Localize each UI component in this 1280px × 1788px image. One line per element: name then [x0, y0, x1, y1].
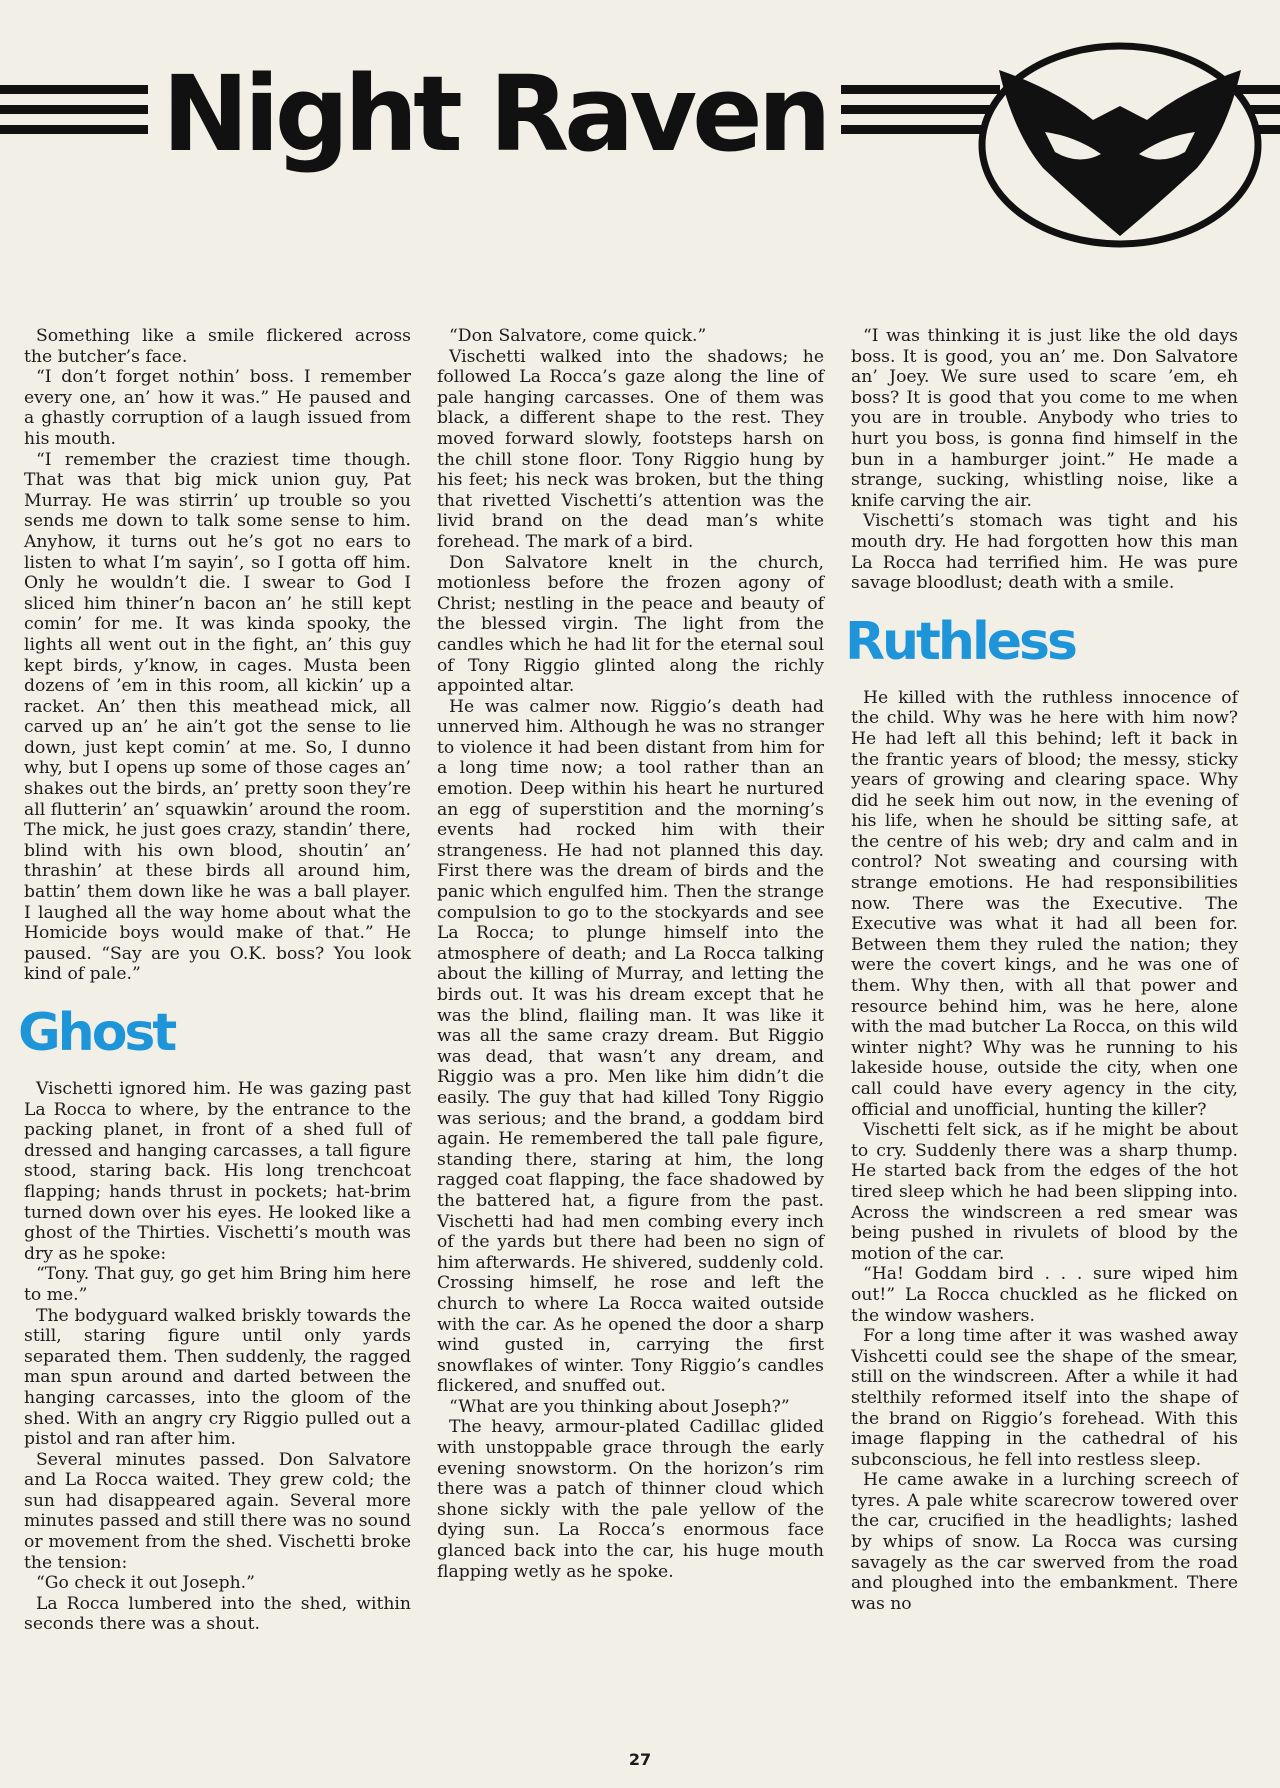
- paragraph: La Rocca lumbered into the shed, within seconds there was a shout.: [24, 1593, 411, 1635]
- paragraph: He was calmer now. Riggio’s death had unnerved him. Although he was no stranger to violence it had been distant from him for a long time now; a tool rather than an emotion. Deep within his heart he nurtured an egg of superstition and the morning’s events had rocked him with their strangeness. He had not planned this day. First there was the dream of birds and the panic which engulfed him. Then the strange compulsion to go to the stockyards and see La Rocca; to plunge himself into the atmosphere of death; and La Rocca talking about the killing of Murray, and letting the birds out. It was his dream except that he was the blind, flailing man. It was like it was all the same crazy dream. But Riggio was dead, that wasn’t any dream, and Riggio was a pro. Men like him didn’t die easily. The guy that had killed Tony Riggio was serious; and the brand, a goddam bird again. He remembered the tall pale figure, standing there, staring at him, the long ragged coat flapping, the face shadowed by the battered hat, a figure from the past. Vischetti had had men combing every inch of the yards but there had been no sign of him afterwards. He shivered, suddenly cold. Crossing himself, he rose and left the church to where La Rocca waited outside with the car. As he opened the door a sharp wind gusted in, carrying the first snowflakes of winter. Tony Riggio’s candles flickered, and snuffed out.: [437, 696, 824, 1397]
- paragraph: He came awake in a lurching screech of tyres. A pale white scarecrow towered over the car, crucified in the headlights; lashed by whips of snow. La Rocca was cursing savagely as the car swerved from the road and ploughed into the embankment. There was no: [851, 1470, 1238, 1614]
- paragraph: Something like a smile flickered across the butcher’s face.: [24, 326, 411, 367]
- section-heading: Ghost: [18, 1003, 175, 1063]
- paragraph: He killed with the ruthless innocence of the child. Why was he here with him now? He had left all this behind; left it back in the frantic years of blood; the messy, sticky years of growing and clearing space. Why did he seek him out now, in the evening of his life, when he should be sitting safe, at the centre of his web; dry and calm and in control? Not sweating and coursing with strange emotions. He had responsibilities now. There was the Executive. The Executive was what it had all been for. Between them they ruled the nation; they were the covert kings, and he was one of them. Why then, with all that power and resource behind him, was he here, alone with the mad butcher La Rocca, on this wild winter night? Why was he running to his lakeside house, outside the city, when one call could have every agency in the city, official and unofficial, hunting the killer?: [851, 687, 1238, 1120]
- masthead-title: Night Raven: [148, 62, 841, 166]
- paragraph: “I don’t forget nothin’ boss. I remember every one, an’ how it was.” He paused and a ghastly corruption of a laugh issued from his mouth.: [24, 367, 411, 449]
- paragraph: “Go check it out Joseph.”: [36, 1573, 255, 1594]
- raven-mask-icon: [975, 40, 1265, 250]
- column-1: [18, 326, 411, 1635]
- paragraph: Vischetti’s stomach was tight and his mouth dry. He had forgotten how this man La Rocca had terrified him. He was pure savage bloodlust; death with a smile.: [851, 511, 1238, 594]
- page-number: 27: [628, 1750, 652, 1769]
- paragraph: “I remember the craziest time though. That was that big mick union guy, Pat Murray. He was stirrin’ up trouble so you sends me down to talk some sense to him. Anyhow, it turns out he’s got no ears to listen to what I’m sayin’, so I gotta off him. Only he wouldn’t die. I swear to God I sliced him thiner’n bacon an’ he still kept comin’ for me. It was kinda spooky, the lights all went out in the fight, an’ this guy kept birds, y’know, in cages. Musta been dozens of ’em in this room, all kickin’ up a racket. An’ then this meathead mick, all carved up an’ he ain’t got the sense to lie down, just kept comin’ at me. So, I dunno why, but I opens up some of those cages an’ shakes out the birds, an’ pretty soon they’re all flutterin’ an’ squawkin’ around the room. The mick, he just goes crazy, standin’ there, blind with his own blood, shoutin’ an’ thrashin’ at these birds all around him, battin’ them down like he was a ball player. I laughed all the way home about what the Homicide boys would make of that.” He paused. “Say are you O.K. boss? You look kind of pale.”: [24, 449, 411, 985]
- paragraph: “Don Salvatore, come quick.”: [449, 326, 707, 346]
- paragraph: Don Salvatore knelt in the church, motionless before the frozen agony of Christ; nestling in the peace and beauty of the blessed virgin. The light from the candles which he had lit for the eternal soul of Tony Riggio glinted along the richly appointed altar.: [437, 552, 824, 697]
- paragraph: “Ha! Goddam bird . . . sure wiped him out!” La Rocca chuckled as he flicked on the window washers.: [851, 1264, 1238, 1326]
- paragraph: For a long time after it was washed away Vishcetti could see the shape of the smear, still on the windscreen. After a while it had stelthily reformed itself into the shape of the brand on Riggio’s forehead. With this image flapping in the cathedral of his subconscious, he fell into restless sleep.: [851, 1326, 1238, 1470]
- section-heading: Ruthless: [845, 611, 1075, 672]
- paragraph: “I was thinking it is just like the old days boss. It is good, you an’ me. Don Salvatore an’ Joey. We sure used to scare ’em, eh boss? It is good that you come to me when you are in trouble. Anybody who tries to hurt you boss, is gonna find himself in the bun in a hamburger joint.” He made a strange, sucking, whistling noise, like a knife carving the air.: [851, 326, 1238, 511]
- paragraph: The bodyguard walked briskly towards the still, staring figure until only yards separated them. Then suddenly, the ragged man spun around and darted between the hanging carcasses, into the gloom of the shed. With an angry cry Riggio pulled out a pistol and ran after him.: [24, 1305, 411, 1450]
- paragraph: The heavy, armour-plated Cadillac glided with unstoppable grace through the early evening snowstorm. On the horizon’s rim there was a patch of thinner cloud which shone sickly with the pale yellow of the dying sun. La Rocca’s enormous face glanced back into the car, his huge mouth flapping wetly as he spoke.: [437, 1417, 824, 1582]
- paragraph: Vischetti walked into the shadows; he followed La Rocca’s gaze along the line of pale hanging carcasses. One of them was black, a different shape to the rest. They moved forward slowly, footsteps harsh on the chill stone floor. Tony Riggio hung by his feet; his neck was broken, but the thing that rivetted Vischetti’s attention was the livid brand on the dead man’s white forehead. The mark of a bird.: [437, 346, 824, 552]
- paragraph: “What are you thinking about Joseph?”: [449, 1396, 790, 1417]
- masthead: [0, 40, 1280, 250]
- paragraph: Vischetti felt sick, as if he might be about to cry. Suddenly there was a sharp thump. He started back from the edges of the hot tired sleep which he had been slipping into. Across the windscreen a red smear was being pushed in rivulets of blood by the motion of the car.: [851, 1120, 1238, 1264]
- paragraph: Vischetti ignored him. He was gazing past La Rocca to where, by the entrance to the packing planet, in front of a shed full of dressed and hanging carcasses, a tall figure stood, staring back. His long trenchcoat flapping; hands thrust in pockets; hat-brim turned down over his eyes. He looked like a ghost of the Thirties. Vischetti’s mouth was dry as he spoke:: [24, 1079, 411, 1264]
- column-2: [437, 326, 824, 1582]
- column-3: [845, 326, 1238, 1614]
- paragraph: “Tony. That guy, go get him Bring him here to me.”: [24, 1264, 411, 1305]
- paragraph: Several minutes passed. Don Salvatore and La Rocca waited. They grew cold; the sun had disappeared again. Several more minutes passed and still there was no sound or movement from the shed. Vischetti broke the tension:: [24, 1449, 411, 1573]
